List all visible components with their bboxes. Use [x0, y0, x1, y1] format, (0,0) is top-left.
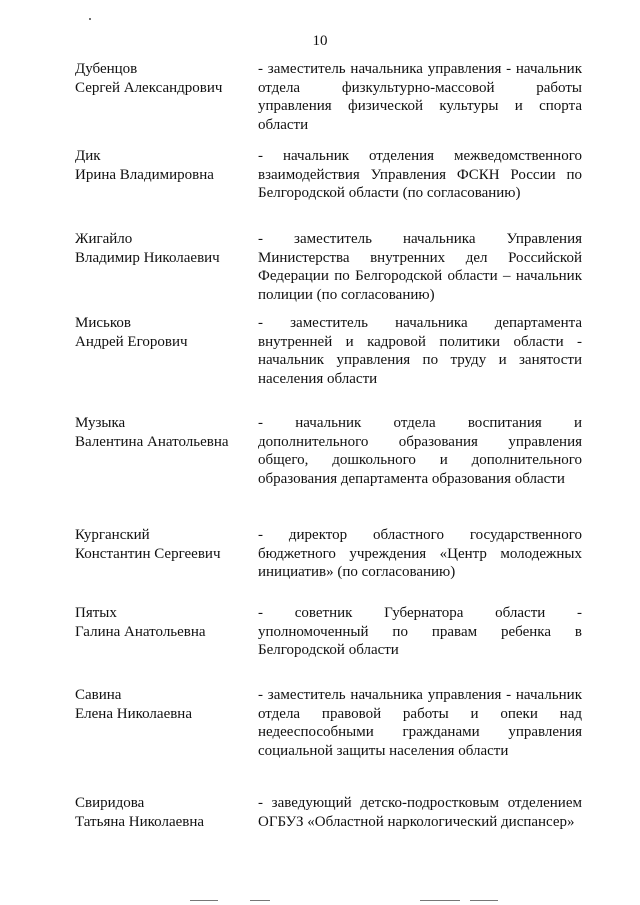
- position-description: [258, 604, 582, 660]
- position-line: - советник Губернатора области -: [258, 605, 582, 621]
- scan-bottom-marks: [0, 898, 640, 905]
- surname: Дик: [75, 148, 101, 164]
- position-line: Федерации по Белгородской области – начальник: [258, 268, 582, 284]
- surname: Савина: [75, 687, 122, 703]
- position-line: - начальник отдела воспитания и: [258, 415, 582, 431]
- position-line: Белгородской области: [258, 642, 399, 658]
- given-names: Андрей Егорович: [75, 334, 188, 350]
- person-name: [75, 60, 250, 98]
- person-name: [75, 314, 250, 352]
- person-name: [75, 604, 250, 642]
- position-line: отдела физкультурно-массовой работы: [258, 79, 582, 96]
- page-number: 10: [312, 33, 328, 49]
- position-description: [258, 526, 582, 582]
- position-line: - начальник отделения межведомственного: [258, 148, 582, 164]
- position-line: отдела правовой работы и опеки над: [258, 705, 582, 722]
- surname: Миськов: [75, 315, 131, 331]
- surname: Музыка: [75, 415, 126, 431]
- person-name: [75, 686, 250, 724]
- position-line: инициатив» (по согласованию): [258, 564, 456, 580]
- position-line: уполномоченный по правам ребенка в: [258, 623, 582, 640]
- person-name: [75, 230, 250, 268]
- surname: Жигайло: [75, 231, 133, 247]
- position-line: - заместитель начальника Управления: [258, 231, 582, 247]
- position-line: полиции (по согласованию): [258, 286, 435, 303]
- position-line: - заместитель начальника департамента: [258, 315, 582, 331]
- position-line: - директор областного государственного: [258, 527, 582, 543]
- position-line: внутренней и кадровой политики области -: [258, 333, 582, 350]
- position-line: образования департамента образования области: [258, 470, 565, 487]
- position-line: общего, дошкольного и дополнительного: [258, 452, 582, 468]
- person-name: [75, 147, 250, 185]
- given-names: Ирина Владимировна: [75, 167, 214, 183]
- position-description: [258, 147, 582, 203]
- given-names: Сергей Александрович: [75, 80, 223, 96]
- position-line: управления физической культуры и спорта: [258, 98, 582, 114]
- given-names: Елена Николаевна: [75, 706, 192, 722]
- position-line: бюджетного учреждения «Центр молодежных: [258, 545, 582, 562]
- surname: Пятых: [75, 605, 117, 621]
- position-description: [258, 686, 582, 760]
- position-description: [258, 794, 582, 831]
- position-line: взаимодействия Управления ФСКН России по: [258, 166, 582, 183]
- given-names: Владимир Николаевич: [75, 250, 220, 266]
- position-line: ОГБУЗ «Областной наркологический диспансер»: [258, 813, 575, 830]
- position-description: [258, 414, 582, 488]
- surname: Свиридова: [75, 795, 145, 811]
- position-line: недееспособными гражданами управления: [258, 724, 582, 740]
- given-names: Константин Сергеевич: [75, 546, 221, 562]
- surname: Дубенцов: [75, 61, 138, 77]
- person-name: [75, 794, 250, 832]
- given-names: Галина Анатольевна: [75, 624, 206, 640]
- scan-speck: [89, 18, 91, 20]
- person-name: [75, 414, 250, 452]
- given-names: Татьяна Николаевна: [75, 814, 205, 830]
- position-description: [258, 314, 582, 388]
- position-line: населения области: [258, 370, 378, 387]
- position-line: - заместитель начальника управления - начальник: [258, 687, 582, 703]
- position-line: начальник управления по труду и занятости: [258, 352, 582, 368]
- position-description: [258, 60, 582, 134]
- surname: Курганский: [75, 527, 150, 543]
- position-line: Белгородской области (по согласованию): [258, 185, 521, 201]
- position-line: Министерства внутренних дел Российской: [258, 249, 582, 266]
- position-line: социальной защиты населения области: [258, 742, 509, 759]
- position-description: [258, 230, 582, 304]
- position-line: - заместитель начальника управления - начальник: [258, 61, 582, 77]
- position-line: области: [258, 116, 309, 133]
- position-line: дополнительного образования управления: [258, 433, 582, 450]
- position-line: - заведующий детско-подростковым отделением: [258, 795, 582, 811]
- person-name: [75, 526, 250, 564]
- given-names: Валентина Анатольевна: [75, 434, 229, 450]
